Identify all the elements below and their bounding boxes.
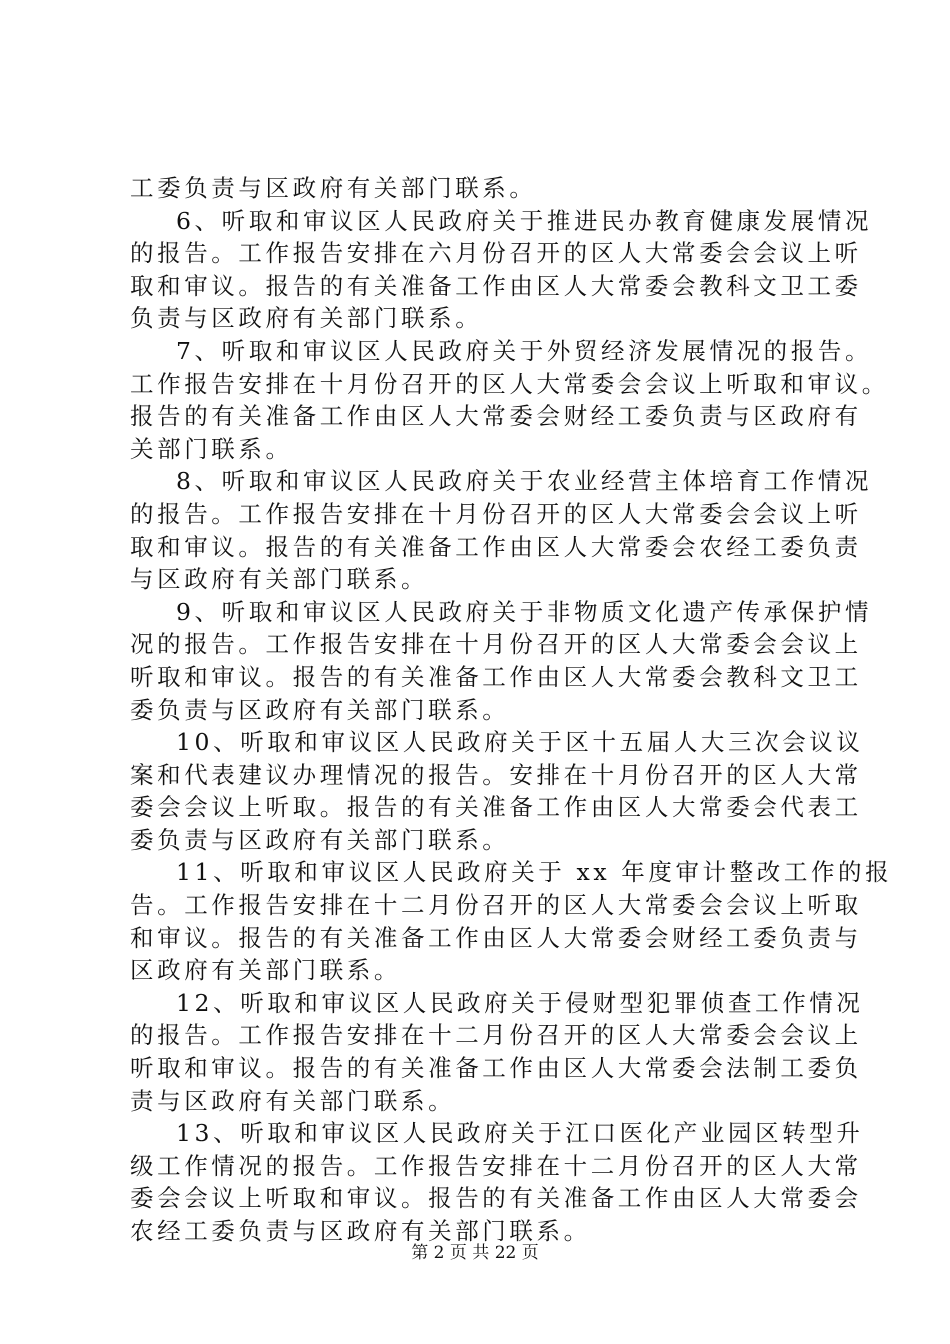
- paragraph-line: 的报告。工作报告安排在十月份召开的区人大常委会会议上听: [130, 499, 862, 528]
- paragraph-line: 听取和审议。报告的有关准备工作由区人大常委会法制工委负: [130, 1054, 862, 1083]
- paragraph-line: 听取和审议。报告的有关准备工作由区人大常委会教科文卫工: [130, 662, 862, 691]
- paragraph-line: 案和代表建议办理情况的报告。安排在十月份召开的区人大常: [130, 760, 862, 789]
- paragraph-first-line: 7、听取和审议区人民政府关于外贸经济发展情况的报告。: [176, 336, 873, 365]
- paragraph-line: 委负责与区政府有关部门联系。: [130, 695, 510, 724]
- paragraph-first-line: 9、听取和审议区人民政府关于非物质文化遗产传承保护情: [176, 597, 873, 626]
- paragraph-line: 委会会议上听取和审议。报告的有关准备工作由区人大常委会: [130, 1184, 862, 1213]
- page-footer: 第 2 页 共 22 页: [411, 1243, 539, 1263]
- paragraph-line: 与区政府有关部门联系。: [130, 565, 429, 594]
- paragraph-line: 负责与区政府有关部门联系。: [130, 304, 483, 333]
- paragraph-first-line: 11、听取和审议区人民政府关于 xx 年度审计整改工作的报: [176, 858, 893, 887]
- paragraph-first-line: 12、听取和审议区人民政府关于侵财型犯罪侦查工作情况: [176, 988, 864, 1017]
- paragraph-line: 委会会议上听取。报告的有关准备工作由区人大常委会代表工: [130, 793, 862, 822]
- paragraph-line: 取和审议。报告的有关准备工作由区人大常委会农经工委负责: [130, 532, 862, 561]
- paragraph-line: 告。工作报告安排在十二月份召开的区人大常委会会议上听取: [130, 891, 862, 920]
- paragraph-line: 工作报告安排在十月份召开的区人大常委会会议上听取和审议。: [130, 369, 889, 398]
- paragraph-line: 报告的有关准备工作由区人大常委会财经工委负责与区政府有: [130, 402, 862, 431]
- paragraph-line: 区政府有关部门联系。: [130, 956, 401, 985]
- paragraph-line: 取和审议。报告的有关准备工作由区人大常委会教科文卫工委: [130, 271, 862, 300]
- paragraph-line: 的报告。工作报告安排在六月份召开的区人大常委会会议上听: [130, 239, 862, 268]
- paragraph-line: 关部门联系。: [130, 434, 293, 463]
- paragraph-line: 委负责与区政府有关部门联系。: [130, 825, 510, 854]
- paragraph-first-line: 6、听取和审议区人民政府关于推进民办教育健康发展情况: [176, 206, 873, 235]
- document-body: [130, 172, 893, 1248]
- paragraph-line: 况的报告。工作报告安排在十月份召开的区人大常委会会议上: [130, 630, 862, 659]
- paragraph-line: 和审议。报告的有关准备工作由区人大常委会财经工委负责与: [130, 923, 862, 952]
- paragraph-line: 工委负责与区政府有关部门联系。: [130, 174, 537, 202]
- paragraph-line: 农经工委负责与区政府有关部门联系。: [130, 1217, 591, 1245]
- paragraph-first-line: 8、听取和审议区人民政府关于农业经营主体培育工作情况: [176, 467, 873, 496]
- paragraph-line: 的报告。工作报告安排在十二月份召开的区人大常委会会议上: [130, 1021, 862, 1050]
- paragraph-line: 级工作情况的报告。工作报告安排在十二月份召开的区人大常: [130, 1151, 862, 1180]
- paragraph-first-line: 10、听取和审议区人民政府关于区十五届人大三次会议议: [176, 728, 864, 757]
- paragraph-first-line: 13、听取和审议区人民政府关于江口医化产业园区转型升: [176, 1119, 864, 1148]
- paragraph-line: 责与区政府有关部门联系。: [130, 1086, 456, 1115]
